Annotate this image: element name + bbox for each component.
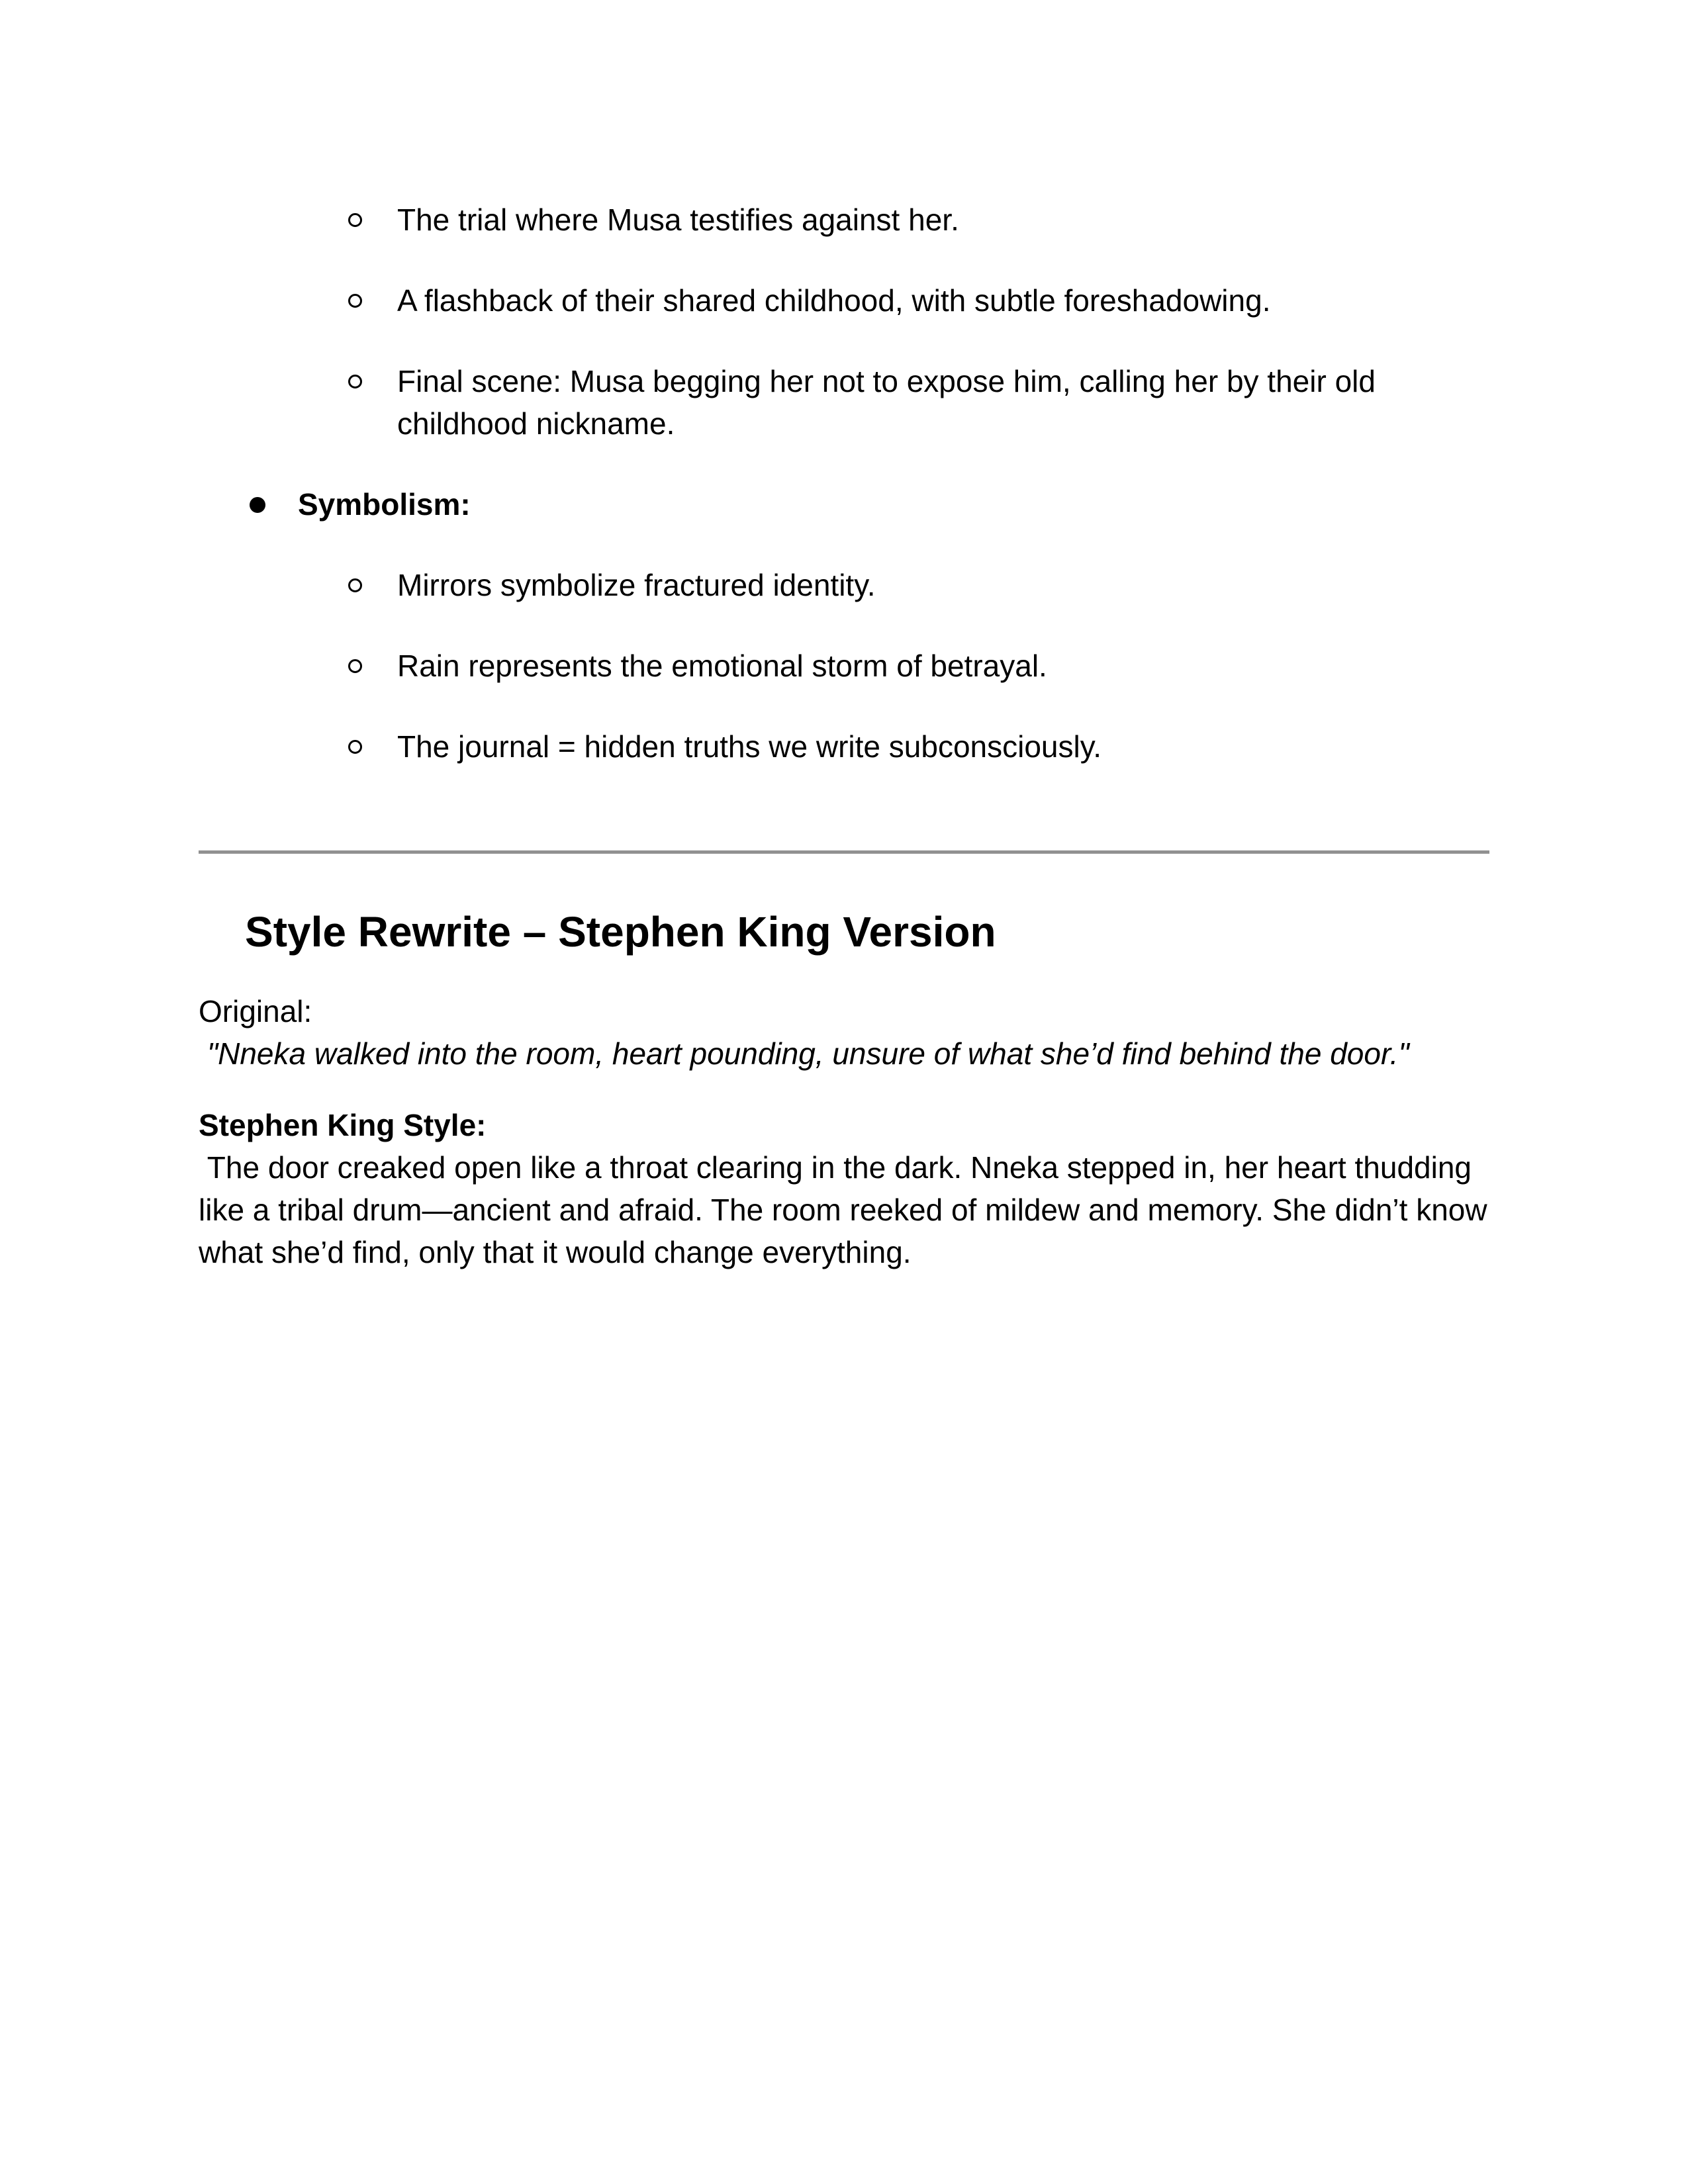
list-item <box>199 360 1489 445</box>
list-item <box>199 645 1489 687</box>
list-item-text: A flashback of their shared childhood, with subtle foreshadowing. <box>397 283 1271 318</box>
list-item-text: Final scene: Musa begging her not to expose him, calling her by their old childhood nickname. <box>397 364 1376 441</box>
scene-bullet-list <box>199 199 1489 445</box>
list-item <box>199 279 1489 322</box>
original-label: Original: <box>199 994 312 1028</box>
list-item-text: Mirrors symbolize fractured identity. <box>397 568 876 602</box>
list-item-symbolism <box>199 483 1489 768</box>
list-item <box>199 199 1489 241</box>
stephen-king-style-paragraph: The door creaked open like a throat clearing in the dark. Nneka stepped in, her heart thudding like a tribal drum—ancient and afraid. The room reeked of mildew and memory. She didn’t know what she’d find, only that it would change everything. <box>199 1150 1496 1269</box>
hollow-circle-bullet-icon <box>348 740 362 754</box>
section-divider <box>199 850 1489 854</box>
list-item-text: The trial where Musa testifies against her. <box>397 203 959 237</box>
original-block <box>199 990 1489 1075</box>
stephen-king-block <box>199 1104 1496 1273</box>
list-item <box>199 725 1489 768</box>
hollow-circle-bullet-icon <box>348 578 362 592</box>
hollow-circle-bullet-icon <box>348 294 362 308</box>
filled-circle-bullet-icon <box>250 497 265 513</box>
list-item <box>199 564 1489 606</box>
section-heading: Style Rewrite – Stephen King Version <box>245 908 996 956</box>
hollow-circle-bullet-icon <box>348 375 362 388</box>
symbolism-label: Symbolism: <box>298 487 471 522</box>
hollow-circle-bullet-icon <box>348 659 362 673</box>
list-item-text: Rain represents the emotional storm of betrayal. <box>397 649 1047 683</box>
stephen-king-style-label: Stephen King Style: <box>199 1108 487 1142</box>
symbolism-sub-list <box>298 564 1489 768</box>
hollow-circle-bullet-icon <box>348 213 362 227</box>
list-item-text: The journal = hidden truths we write subconsciously. <box>397 729 1102 764</box>
symbolism-bullet-list <box>199 483 1489 768</box>
original-quote: "Nneka walked into the room, heart pounding, unsure of what she’d find behind the door." <box>199 1036 1409 1071</box>
